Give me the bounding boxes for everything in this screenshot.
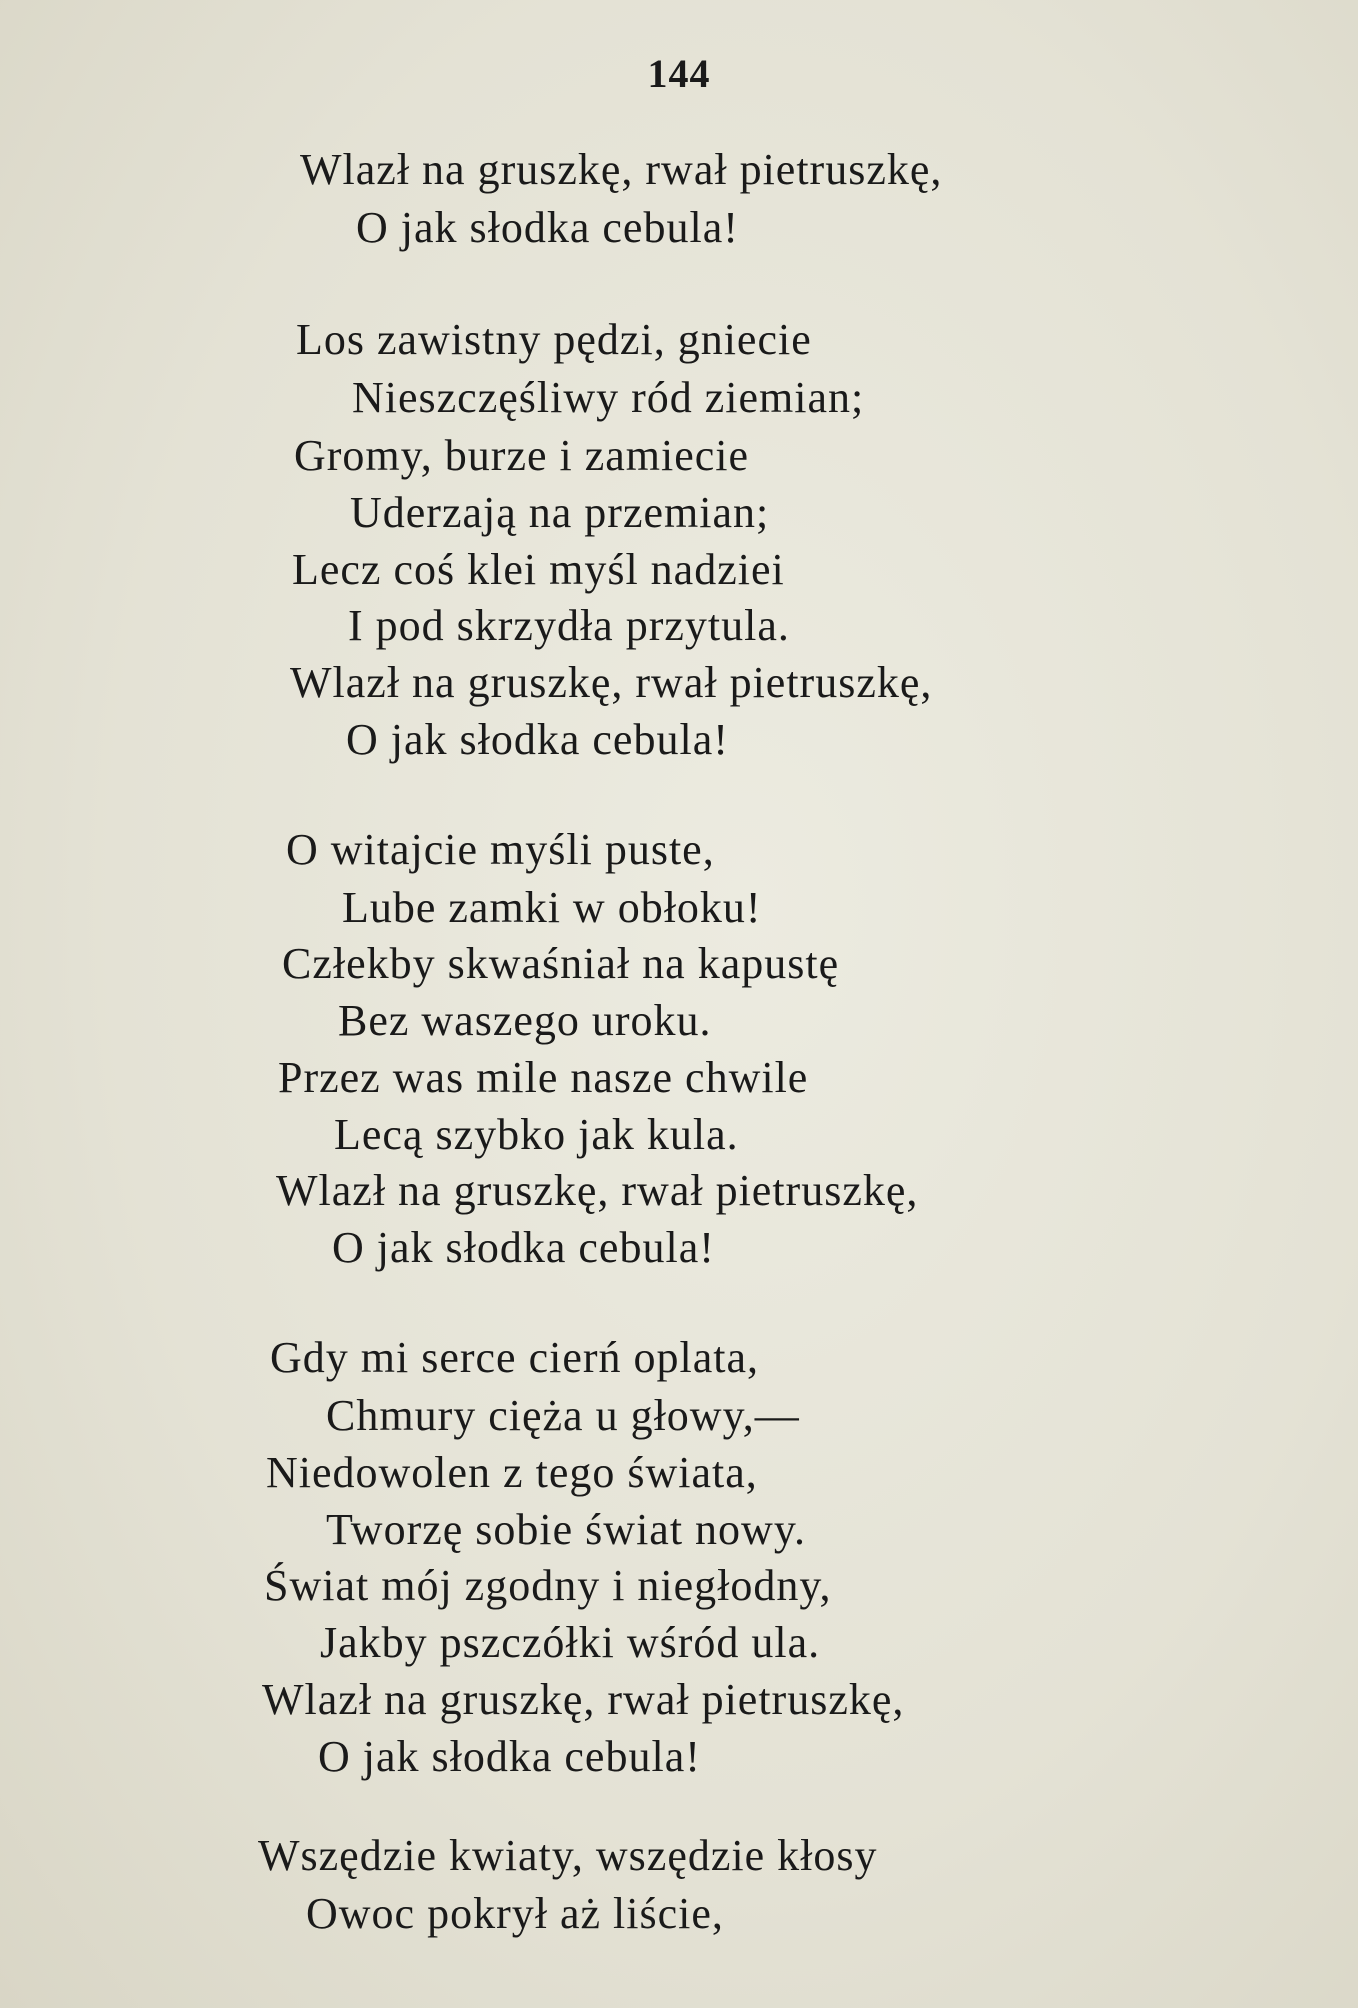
poem-line: Lecz coś klei myśl nadziei bbox=[292, 545, 785, 594]
poem-line: Wszędzie kwiaty, wszędzie kłosy bbox=[258, 1831, 878, 1880]
poem-line: Bez waszego uroku. bbox=[338, 996, 712, 1045]
poem-line: Przez was mile nasze chwile bbox=[278, 1053, 809, 1102]
poem-line: Wlazł na gruszkę, rwał pietruszkę, bbox=[290, 658, 933, 707]
poem-line: Chmury cięża u głowy,— bbox=[326, 1391, 800, 1440]
poem-line: Człekby skwaśniał na kapustę bbox=[282, 939, 840, 988]
page-number: 144 bbox=[647, 51, 711, 96]
poem-line: Wlazł na gruszkę, rwał pietruszkę, bbox=[262, 1675, 905, 1724]
poem-line: Wlazł na gruszkę, rwał pietruszkę, bbox=[300, 145, 943, 194]
poem-line: O jak słodka cebula! bbox=[318, 1732, 701, 1781]
poem-line: Wlazł na gruszkę, rwał pietruszkę, bbox=[276, 1166, 919, 1215]
poem-line: Los zawistny pędzi, gniecie bbox=[296, 315, 812, 364]
poem-line: Nieszczęśliwy ród ziemian; bbox=[352, 373, 865, 422]
poem-line: Tworzę sobie świat nowy. bbox=[326, 1505, 806, 1554]
poem-line: Jakby pszczółki wśród ula. bbox=[320, 1618, 821, 1667]
poem-line: O jak słodka cebula! bbox=[346, 715, 729, 764]
poem-line: Gdy mi serce cierń oplata, bbox=[270, 1333, 760, 1382]
poem-line: Lube zamki w obłoku! bbox=[342, 883, 762, 932]
poem-line: Uderzają na przemian; bbox=[350, 488, 770, 537]
poem-line: Owoc pokrył aż liście, bbox=[306, 1889, 724, 1938]
poem-line: O jak słodka cebula! bbox=[332, 1223, 715, 1272]
poem-line: Niedowolen z tego świata, bbox=[266, 1448, 758, 1497]
poem-line: I pod skrzydła przytula. bbox=[348, 601, 790, 650]
poem-line: Gromy, burze i zamiecie bbox=[294, 431, 750, 480]
poem-line: Lecą szybko jak kula. bbox=[334, 1110, 739, 1159]
poem-line: Świat mój zgodny i niegłodny, bbox=[264, 1561, 832, 1610]
poem-line: O jak słodka cebula! bbox=[356, 203, 739, 252]
poem-line: O witajcie myśli puste, bbox=[286, 825, 715, 874]
